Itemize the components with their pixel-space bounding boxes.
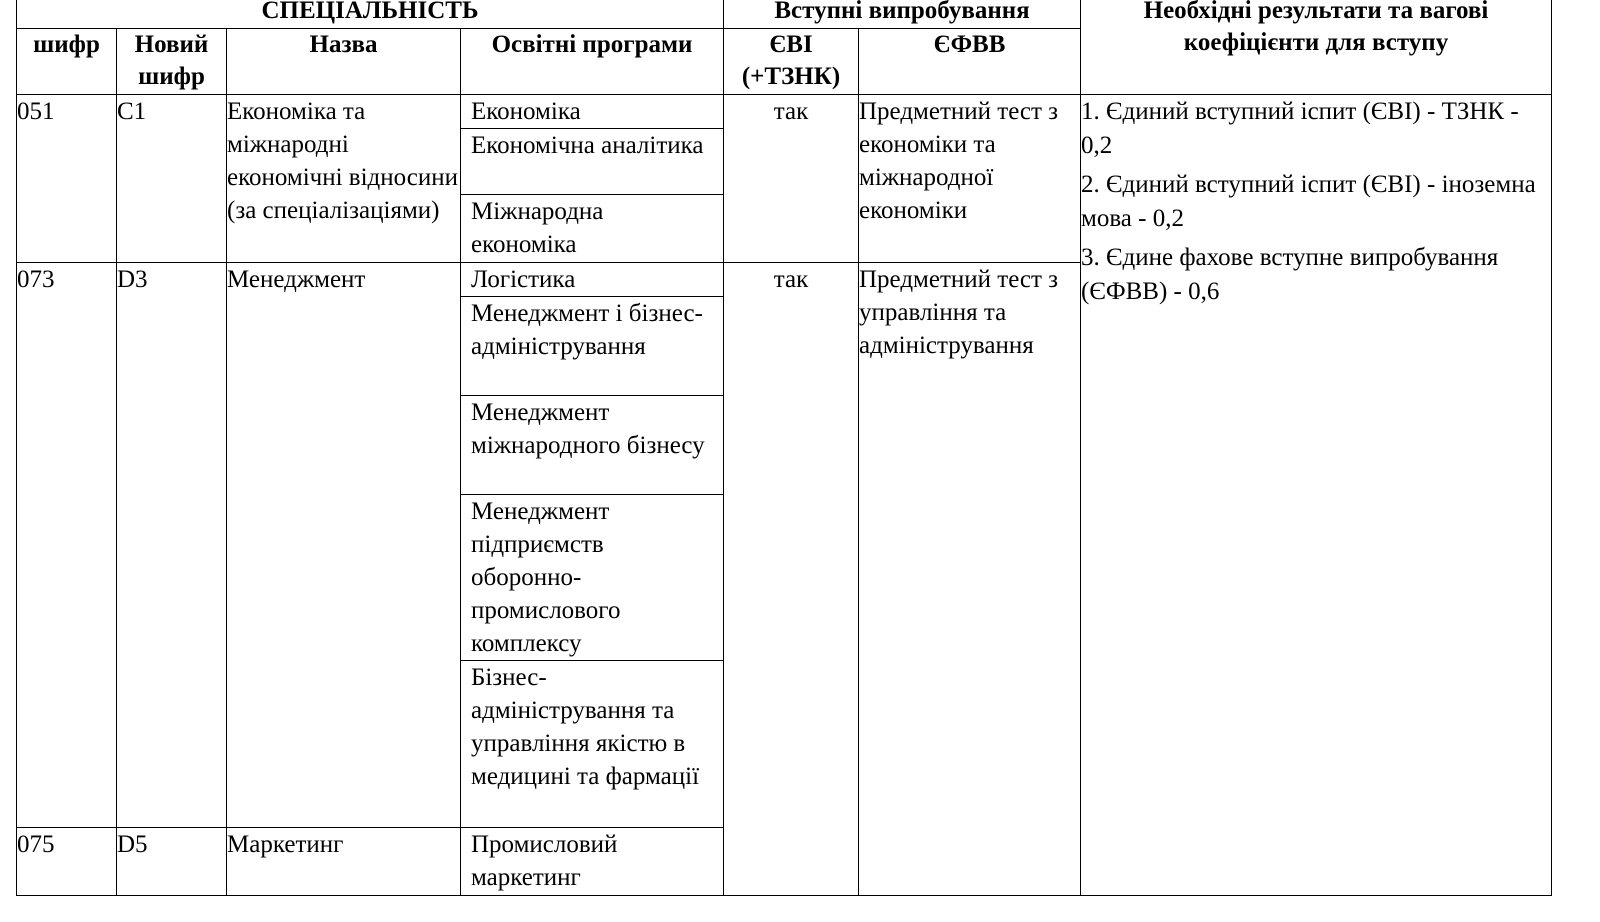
row-new-code: C1 xyxy=(117,95,227,263)
row-code: 073 xyxy=(17,263,117,828)
row-programs xyxy=(461,828,724,896)
program-item: Менеджмент підприємств оборонно-промислового комплексу xyxy=(461,495,723,661)
row-evi: так xyxy=(724,263,859,896)
row-efvv: Предметний тест з економіки та міжнародної економіки xyxy=(859,95,1081,263)
row-efvv: Предметний тест з управління та адміністрування xyxy=(859,263,1081,896)
program-item: Економіка xyxy=(461,95,723,129)
header-new-code: Новий шифр xyxy=(117,29,227,95)
program-item: Менеджмент міжнародного бізнесу xyxy=(461,396,723,495)
row-name: Менеджмент xyxy=(227,263,461,828)
table-row xyxy=(17,95,1552,263)
requirement-item: 3. Єдине фахове вступне випробування (ЄФВВ) - 0,6 xyxy=(1081,244,1499,305)
row-name: Маркетинг xyxy=(227,828,461,896)
header-efvv: ЄФВВ xyxy=(859,29,1081,95)
program-item: Міжнародна економіка xyxy=(471,198,604,258)
program-item: Менеджмент і бізнес-адміністрування xyxy=(461,297,723,396)
row-code: 051 xyxy=(17,95,117,263)
row-code: 075 xyxy=(17,828,117,896)
program-item: Промисловий маркетинг xyxy=(471,831,618,891)
header-entrance-tests: Вступні випробування xyxy=(724,0,1081,29)
row-new-code: D3 xyxy=(117,263,227,828)
row-new-code: D5 xyxy=(117,828,227,896)
header-requirements: Необхідні результати та вагові коефіцієнти для вступу xyxy=(1081,0,1552,95)
header-name: Назва xyxy=(227,29,461,95)
requirement-item: 2. Єдиний вступний іспит (ЄВІ) - іноземна мова - 0,2 xyxy=(1081,171,1536,232)
header-code: шифр xyxy=(17,29,117,95)
requirements-cell xyxy=(1081,95,1552,896)
program-item: Економічна аналітика xyxy=(461,129,723,195)
header-specialty: СПЕЦІАЛЬНІСТЬ xyxy=(17,0,724,29)
row-evi: так xyxy=(724,95,859,263)
header-evi: ЄВІ (+ТЗНК) xyxy=(724,29,859,95)
row-programs xyxy=(461,263,724,828)
row-programs xyxy=(461,95,724,263)
row-name: Економіка та міжнародні економічні відносини (за спеціалізаціями) xyxy=(227,95,461,263)
admission-table xyxy=(16,0,1552,896)
program-item: Бізнес-адміністрування та управління якістю в медицині та фармації xyxy=(471,664,700,790)
requirement-item: 1. Єдиний вступний іспит (ЄВІ) - ТЗНК - 0,2 xyxy=(1081,98,1519,159)
header-programs: Освітні програми xyxy=(461,29,724,95)
program-item: Логістика xyxy=(461,263,723,297)
